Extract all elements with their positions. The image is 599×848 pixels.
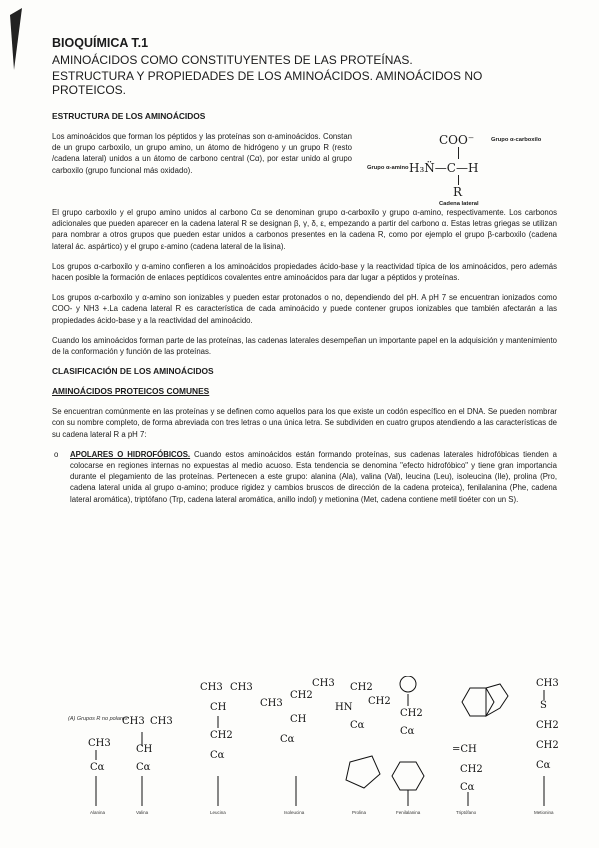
svg-text:CH3: CH3: [200, 682, 223, 693]
svg-text:CH2: CH2: [400, 708, 423, 719]
bond-line-bottom: [458, 175, 459, 185]
svg-text:CH: CH: [290, 714, 307, 725]
list-bullet: o: [54, 449, 59, 459]
svg-text:CH: CH: [210, 702, 227, 713]
svg-text:Cα: Cα: [210, 750, 225, 761]
paragraph-ionizable: Los grupos α-carboxilo y α-amino son ionizables y pueden estar protonados o no, dependiendo del pH. A pH 7 se encuentran ionizados como COO- y NH3 +.La cadena lateral R es característica de cada aminoácido y puede contener grupos ionizables que también afectarán a las propiedades ácido-base y a la reactividad del aminoácido.: [52, 293, 557, 325]
svg-text:CH3: CH3: [150, 716, 173, 727]
svg-text:CH3: CH3: [536, 678, 559, 689]
svg-text:Cα: Cα: [90, 762, 105, 773]
aa-name-valina: Valina: [136, 810, 149, 815]
intro-block: [52, 131, 557, 207]
list-item-apolar: [52, 449, 557, 505]
r-group-formula: R: [453, 185, 463, 199]
svg-text:CH2: CH2: [536, 740, 559, 751]
svg-text:CH2: CH2: [536, 720, 559, 731]
document-body: [52, 36, 557, 511]
svg-text:CH3: CH3: [312, 678, 335, 689]
label-side-chain: Cadena lateral: [439, 201, 479, 207]
label-amino-group: Grupo α-amino: [367, 165, 409, 171]
paragraph-side-chains: Cuando los aminoácidos forman parte de las proteínas, las cadenas laterales desempeñan un importante papel en la adquisición y mantenimiento de la conformación y función de las proteínas.: [52, 335, 557, 357]
apolar-label: APOLARES O HIDROFÓBICOS.: [70, 449, 191, 459]
aa-name-triptofano: Triptófano: [456, 810, 477, 815]
intro-paragraph: Los aminoácidos que forman los péptidos y las proteínas son α-aminoácidos. Constan de un grupo carboxilo, un grupo amino, un átomo de hidrógeno y un grupo R (resto /cadena lateral) unidos a un átomo de carbono central (Cα), por estar unido al grupo carboxilo (grupo funcional más oxidado).: [52, 132, 352, 175]
svg-text:CH2: CH2: [368, 696, 391, 707]
nonpolar-r-groups-figure: [50, 676, 570, 846]
subheading-common-amino-acids: AMINOÁCIDOS PROTEICOS COMUNES: [52, 386, 210, 397]
aa-name-metionina: Metionina: [534, 810, 554, 815]
carboxyl-formula: COO⁻: [439, 133, 475, 147]
svg-text:CH3: CH3: [230, 682, 253, 693]
aa-name-isoleucina: Isoleucina: [284, 810, 305, 815]
amino-acid-structure-diagram: [367, 125, 557, 207]
svg-text:CH2: CH2: [210, 730, 233, 741]
apolar-description: Cuando estos aminoácidos están formando proteínas, sus cadenas laterales hidrofóbicas tienden a colocarse en regiones internas no expuestas al medio acuoso. Esta tendencia se denomina "efecto hidrofóbico" y tiene gran importancia durante el plegamiento de las proteínas. Pertenecen a este grupo: alanina (Ala), valina (Val), leucina (Leu), isoleucina (Ile), prolina (Pro, cadena lateral unida al grupo α-amino; produce rigidez y cambios bruscos de dirección de la cadena proteica), fenilalanina (Phe, cadena lateral aromática), triptófano (Trp, cadena lateral aromática, anillo indol) y metionina (Met, cadena contiene metil tioéter con un S).: [70, 449, 557, 504]
aa-name-leucina: Leucina: [210, 810, 226, 815]
svg-text:Cα: Cα: [460, 782, 475, 793]
svg-text:CH: CH: [136, 744, 153, 755]
svg-text:CH3: CH3: [88, 738, 111, 749]
svg-text:Cα: Cα: [536, 760, 551, 771]
svg-text:=CH: =CH: [452, 744, 477, 755]
label-carboxyl-group: Grupo α-carboxilo: [491, 137, 542, 143]
svg-text:CH3: CH3: [260, 698, 283, 709]
svg-text:CH2: CH2: [350, 682, 373, 693]
aa-name-alanina: Alanina: [90, 810, 106, 815]
svg-text:Cα: Cα: [400, 726, 415, 737]
svg-text:CH3: CH3: [122, 716, 145, 727]
paragraph-common-amino-acids: Se encuentran comúnmente en las proteínas y se definen como aquellos para los que existe un codón específico en el DNA. Se pueden nombrar con su nombre completo, de forma abreviada con tres letras o una única letra. Se subdividen en cuatro grupos atendiendo a las características de su cadena lateral R a pH 7:: [52, 407, 557, 439]
paragraph-alpha-groups: El grupo carboxilo y el grupo amino unidos al carbono Cα se denominan grupo α-carboxilo y grupo α-amino, respectivamente. Los carbonos adicionales que pueden aparecer en la cadena lateral R se designan β, γ, δ, ε, empezando a partir del carbono α. Estas letras griegas se utilizan para nombrar a otros grupos que pueden estar unidos a carbonos presentes en la cadena R, como por ejemplo el grupo β-carboxilo (cadena lateral ác. aspártico) y el grupo ε-amino (cadena lateral de la lisina).: [52, 208, 557, 251]
page-corner-mark: [0, 0, 30, 80]
aa-name-prolina: Prolina: [352, 810, 367, 815]
paragraph-acid-base: Los grupos α-carboxilo y α-amino confieren a los aminoácidos propiedades ácido-base y la reactividad típica de los aminoácidos, pero además hacen posible la formación de enlaces peptídicos covalentes entre aminoácidos para dar lugar a péptidos y proteínas.: [52, 261, 557, 283]
svg-text:HN: HN: [335, 702, 353, 713]
svg-text:Cα: Cα: [350, 720, 365, 731]
bond-line-top: [458, 147, 459, 159]
section-heading-classification: CLASIFICACIÓN DE LOS AMINOÁCIDOS: [52, 366, 214, 377]
svg-text:S: S: [540, 700, 547, 711]
figure-caption: (A) Grupos R no polares: [68, 716, 128, 722]
svg-text:Cα: Cα: [280, 734, 295, 745]
svg-text:CH2: CH2: [460, 764, 483, 775]
aa-name-fenilalanina: Fenilalanina: [396, 810, 421, 815]
section-heading-structure: ESTRUCTURA DE LOS AMINOÁCIDOS: [52, 111, 206, 121]
document-subtitle-2: ESTRUCTURA Y PROPIEDADES DE LOS AMINOÁCIDOS. AMINOÁCIDOS NO PROTEICOS.: [52, 69, 483, 97]
document-title: BIOQUÍMICA T.1: [52, 36, 149, 50]
svg-text:Cα: Cα: [136, 762, 151, 773]
svg-text:CH2: CH2: [290, 690, 313, 701]
document-subtitle-1: AMINOÁCIDOS COMO CONSTITUYENTES DE LAS PROTEÍNAS.: [52, 53, 413, 67]
central-formula: H₃N̈—C—H: [409, 161, 479, 175]
